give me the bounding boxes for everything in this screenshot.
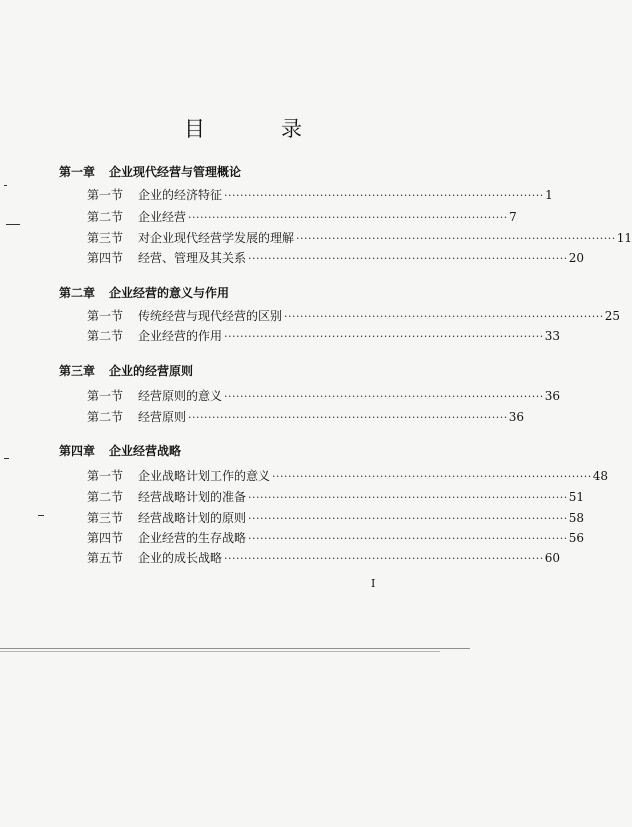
chapter-title: 企业经营的意义与作用	[109, 286, 230, 300]
toc-title-char: 目	[184, 117, 207, 141]
toc-title-char: 录	[281, 117, 304, 141]
chapter-number: 第四章	[59, 444, 96, 458]
toc-entry	[87, 186, 553, 203]
page-number: 25	[604, 309, 621, 323]
section-number: 第一节	[87, 188, 124, 202]
page-number: 58	[568, 511, 585, 525]
section-title: 经营原则的意义	[138, 389, 223, 403]
toc-entry	[87, 229, 632, 246]
page-number: 60	[544, 551, 561, 565]
section-title: 对企业现代经营学发展的理解	[138, 231, 295, 245]
section-number: 第一节	[87, 389, 124, 403]
page-number: 48	[592, 469, 609, 483]
section-number: 第四节	[87, 531, 124, 545]
chapter-heading	[59, 163, 241, 180]
toc-entry	[87, 208, 517, 225]
toc-entry	[87, 488, 585, 505]
toc-title	[184, 113, 304, 143]
dot-leader: ················································································	[272, 470, 592, 483]
toc-entry	[87, 249, 585, 266]
dot-leader: ················································································	[248, 252, 568, 265]
section-number: 第三节	[87, 231, 124, 245]
dot-leader: ················································································	[284, 310, 604, 323]
scan-speck	[6, 224, 20, 225]
page-number: 11	[616, 231, 632, 245]
section-number: 第二节	[87, 410, 124, 424]
scan-speck	[38, 515, 44, 516]
scan-speck	[4, 185, 7, 186]
section-title: 企业经营的作用	[138, 329, 223, 343]
chapter-title: 企业经营战略	[109, 444, 182, 458]
section-title: 企业经营	[138, 210, 187, 224]
section-title: 经营战略计划的原则	[138, 511, 247, 525]
toc-entry	[87, 307, 621, 324]
section-title: 经营、管理及其关系	[138, 251, 247, 265]
toc-entry	[87, 549, 561, 566]
toc-entry	[87, 387, 561, 404]
dot-leader: ················································································	[296, 232, 616, 245]
section-number: 第二节	[87, 490, 124, 504]
chapter-heading	[59, 284, 229, 301]
toc-entry	[87, 509, 585, 526]
toc-entry	[87, 467, 609, 484]
dot-leader: ················································································	[248, 532, 568, 545]
chapter-title: 企业的经营原则	[109, 364, 194, 378]
page-number: 20	[568, 251, 585, 265]
section-title: 企业战略计划工作的意义	[138, 469, 271, 483]
section-number: 第一节	[87, 309, 124, 323]
section-title: 经营原则	[138, 410, 187, 424]
section-number: 第一节	[87, 469, 124, 483]
toc-entry	[87, 408, 525, 425]
section-number: 第三节	[87, 511, 124, 525]
section-title: 企业的成长战略	[138, 551, 223, 565]
dot-leader: ················································································	[248, 491, 568, 504]
chapter-heading	[59, 362, 193, 379]
folio: I	[371, 577, 376, 590]
toc-entry	[87, 327, 561, 344]
dot-leader: ················································································	[224, 330, 544, 343]
chapter-heading	[59, 442, 181, 459]
section-number: 第五节	[87, 551, 124, 565]
dot-leader: ················································································	[248, 512, 568, 525]
chapter-number: 第一章	[59, 165, 96, 179]
dot-leader: ················································································	[188, 411, 508, 424]
section-number: 第二节	[87, 210, 124, 224]
section-title: 企业经营的生存战略	[138, 531, 247, 545]
section-title: 传统经营与现代经营的区别	[138, 309, 283, 323]
chapter-title: 企业现代经营与管理概论	[109, 165, 242, 179]
section-title: 企业的经济特征	[138, 188, 223, 202]
section-title: 经营战略计划的准备	[138, 490, 247, 504]
page-number: 36	[508, 410, 525, 424]
section-number: 第四节	[87, 251, 124, 265]
page-number: 7	[509, 210, 517, 224]
page-number: 33	[544, 329, 561, 343]
chapter-number: 第三章	[59, 364, 96, 378]
dot-leader: ················································································	[224, 552, 544, 565]
dot-leader: ················································································	[188, 211, 508, 224]
toc-entry	[87, 529, 585, 546]
scan-speck	[4, 458, 9, 459]
scan-edge-line	[0, 648, 470, 649]
page-number: 1	[545, 188, 553, 202]
scan-edge-line	[0, 651, 440, 652]
page-number: 56	[568, 531, 585, 545]
dot-leader: ················································································	[224, 189, 544, 202]
section-number: 第二节	[87, 329, 124, 343]
page-number: 51	[568, 490, 585, 504]
chapter-number: 第二章	[59, 286, 96, 300]
page-number: 36	[544, 389, 561, 403]
dot-leader: ················································································	[224, 390, 544, 403]
